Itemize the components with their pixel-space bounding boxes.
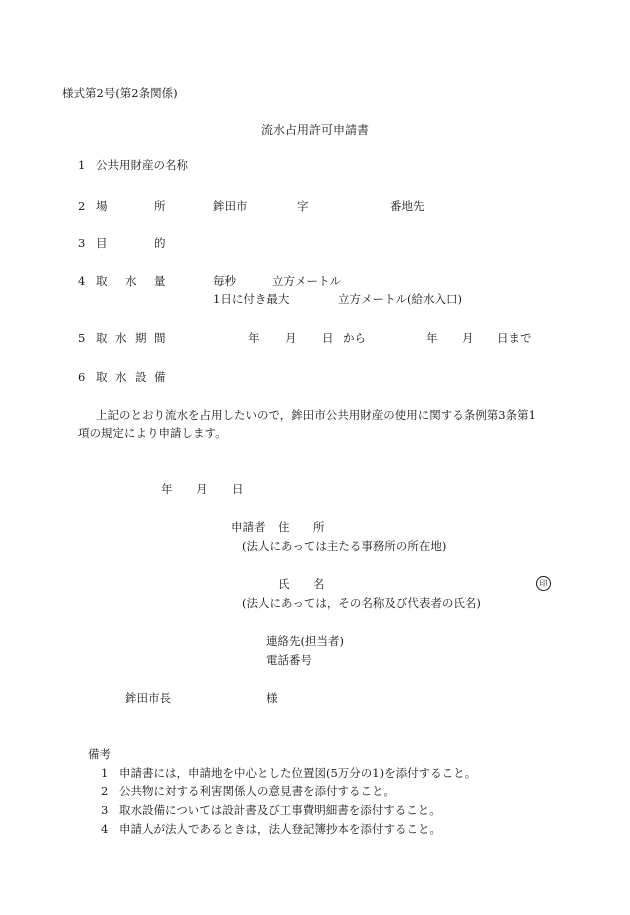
addressee-name: 鉾田市長 (125, 691, 171, 705)
item-5-label-b: 水 (115, 331, 127, 345)
item-4-label-b: 水 (125, 274, 137, 288)
contact-label: 連絡先(担当者) (266, 634, 344, 648)
note-text: 取水設備については設計書及び工事費明細書を添付すること。 (119, 803, 441, 817)
address-label-a: 住 (278, 520, 290, 534)
item-1-label: 公共用財産の名称 (96, 158, 188, 172)
note-number: 1 (101, 766, 109, 780)
address-note: (法人にあっては主たる事務所の所在地) (242, 539, 447, 553)
name-label-a: 氏 (278, 577, 290, 591)
seal-icon: 印 (536, 576, 551, 591)
note-text: 公共物に対する利害関係人の意見書を添付すること。 (119, 784, 395, 798)
applicant-label: 申請者 (231, 520, 266, 534)
statement-line-2: 項の規定により申請します。 (78, 426, 227, 440)
item-4-label-c: 量 (154, 274, 166, 288)
addressee-honorific: 様 (266, 691, 278, 705)
item-5-number: 5 (78, 331, 86, 345)
name-note: (法人にあっては，その名称及び代表者の氏名) (242, 596, 481, 610)
note-number: 3 (101, 803, 109, 817)
item-5-year-2: 年 (426, 331, 438, 345)
item-4-unit-2: 立方メートル(給水入口) (338, 292, 462, 306)
form-number: 様式第2号(第2条関係) (62, 86, 178, 100)
item-1-number: 1 (78, 158, 86, 172)
item-2-banchi: 番地先 (390, 199, 425, 213)
note-text: 申請人が法人であるときは，法人登記簿抄本を添付すること。 (119, 822, 441, 836)
item-5-month-2: 月 (462, 331, 474, 345)
item-4-unit-1: 立方メートル (272, 274, 341, 288)
item-3-label-b: 的 (154, 236, 166, 250)
date-year: 年 (161, 482, 173, 496)
item-5-label-d: 間 (154, 331, 166, 345)
item-6-number: 6 (78, 370, 86, 384)
item-3-label-a: 目 (96, 236, 108, 250)
item-2-number: 2 (78, 199, 86, 213)
item-5-label-c: 期 (135, 331, 147, 345)
item-6-label-a: 取 (96, 370, 108, 384)
statement-line-1: 上記のとおり流水を占用したいので，鉾田市公共用財産の使用に関する条例第3条第1 (96, 408, 536, 422)
note-text: 申請書には，申請地を中心とした位置図(5万分の1)を添付すること。 (119, 766, 477, 780)
item-4-label-a: 取 (96, 274, 108, 288)
item-5-until: 日まで (497, 331, 532, 345)
item-5-label-a: 取 (96, 331, 108, 345)
item-6-label-c: 設 (135, 370, 147, 384)
item-5-month-1: 月 (285, 331, 297, 345)
item-4-per-day-max: 1日に付き最大 (213, 292, 290, 306)
item-2-label-b: 所 (154, 199, 166, 213)
note-number: 4 (101, 822, 109, 836)
note-number: 2 (101, 784, 109, 798)
item-5-year-1: 年 (248, 331, 260, 345)
item-6-label-d: 備 (154, 370, 166, 384)
item-6-label-b: 水 (115, 370, 127, 384)
item-5-from: から (343, 331, 366, 345)
item-4-per-sec: 毎秒 (213, 274, 236, 288)
item-2-aza: 字 (297, 199, 309, 213)
notes-heading: 備考 (88, 747, 111, 761)
item-2-city: 鉾田市 (213, 199, 248, 213)
date-month: 月 (196, 482, 208, 496)
item-2-label-a: 場 (96, 199, 108, 213)
item-3-number: 3 (78, 236, 86, 250)
date-day: 日 (232, 482, 244, 496)
phone-label: 電話番号 (266, 653, 312, 667)
name-label-b: 名 (313, 577, 325, 591)
address-label-b: 所 (313, 520, 325, 534)
item-5-day-1: 日 (322, 331, 334, 345)
document-title: 流水占用許可申請書 (261, 123, 370, 137)
item-4-number: 4 (78, 274, 86, 288)
